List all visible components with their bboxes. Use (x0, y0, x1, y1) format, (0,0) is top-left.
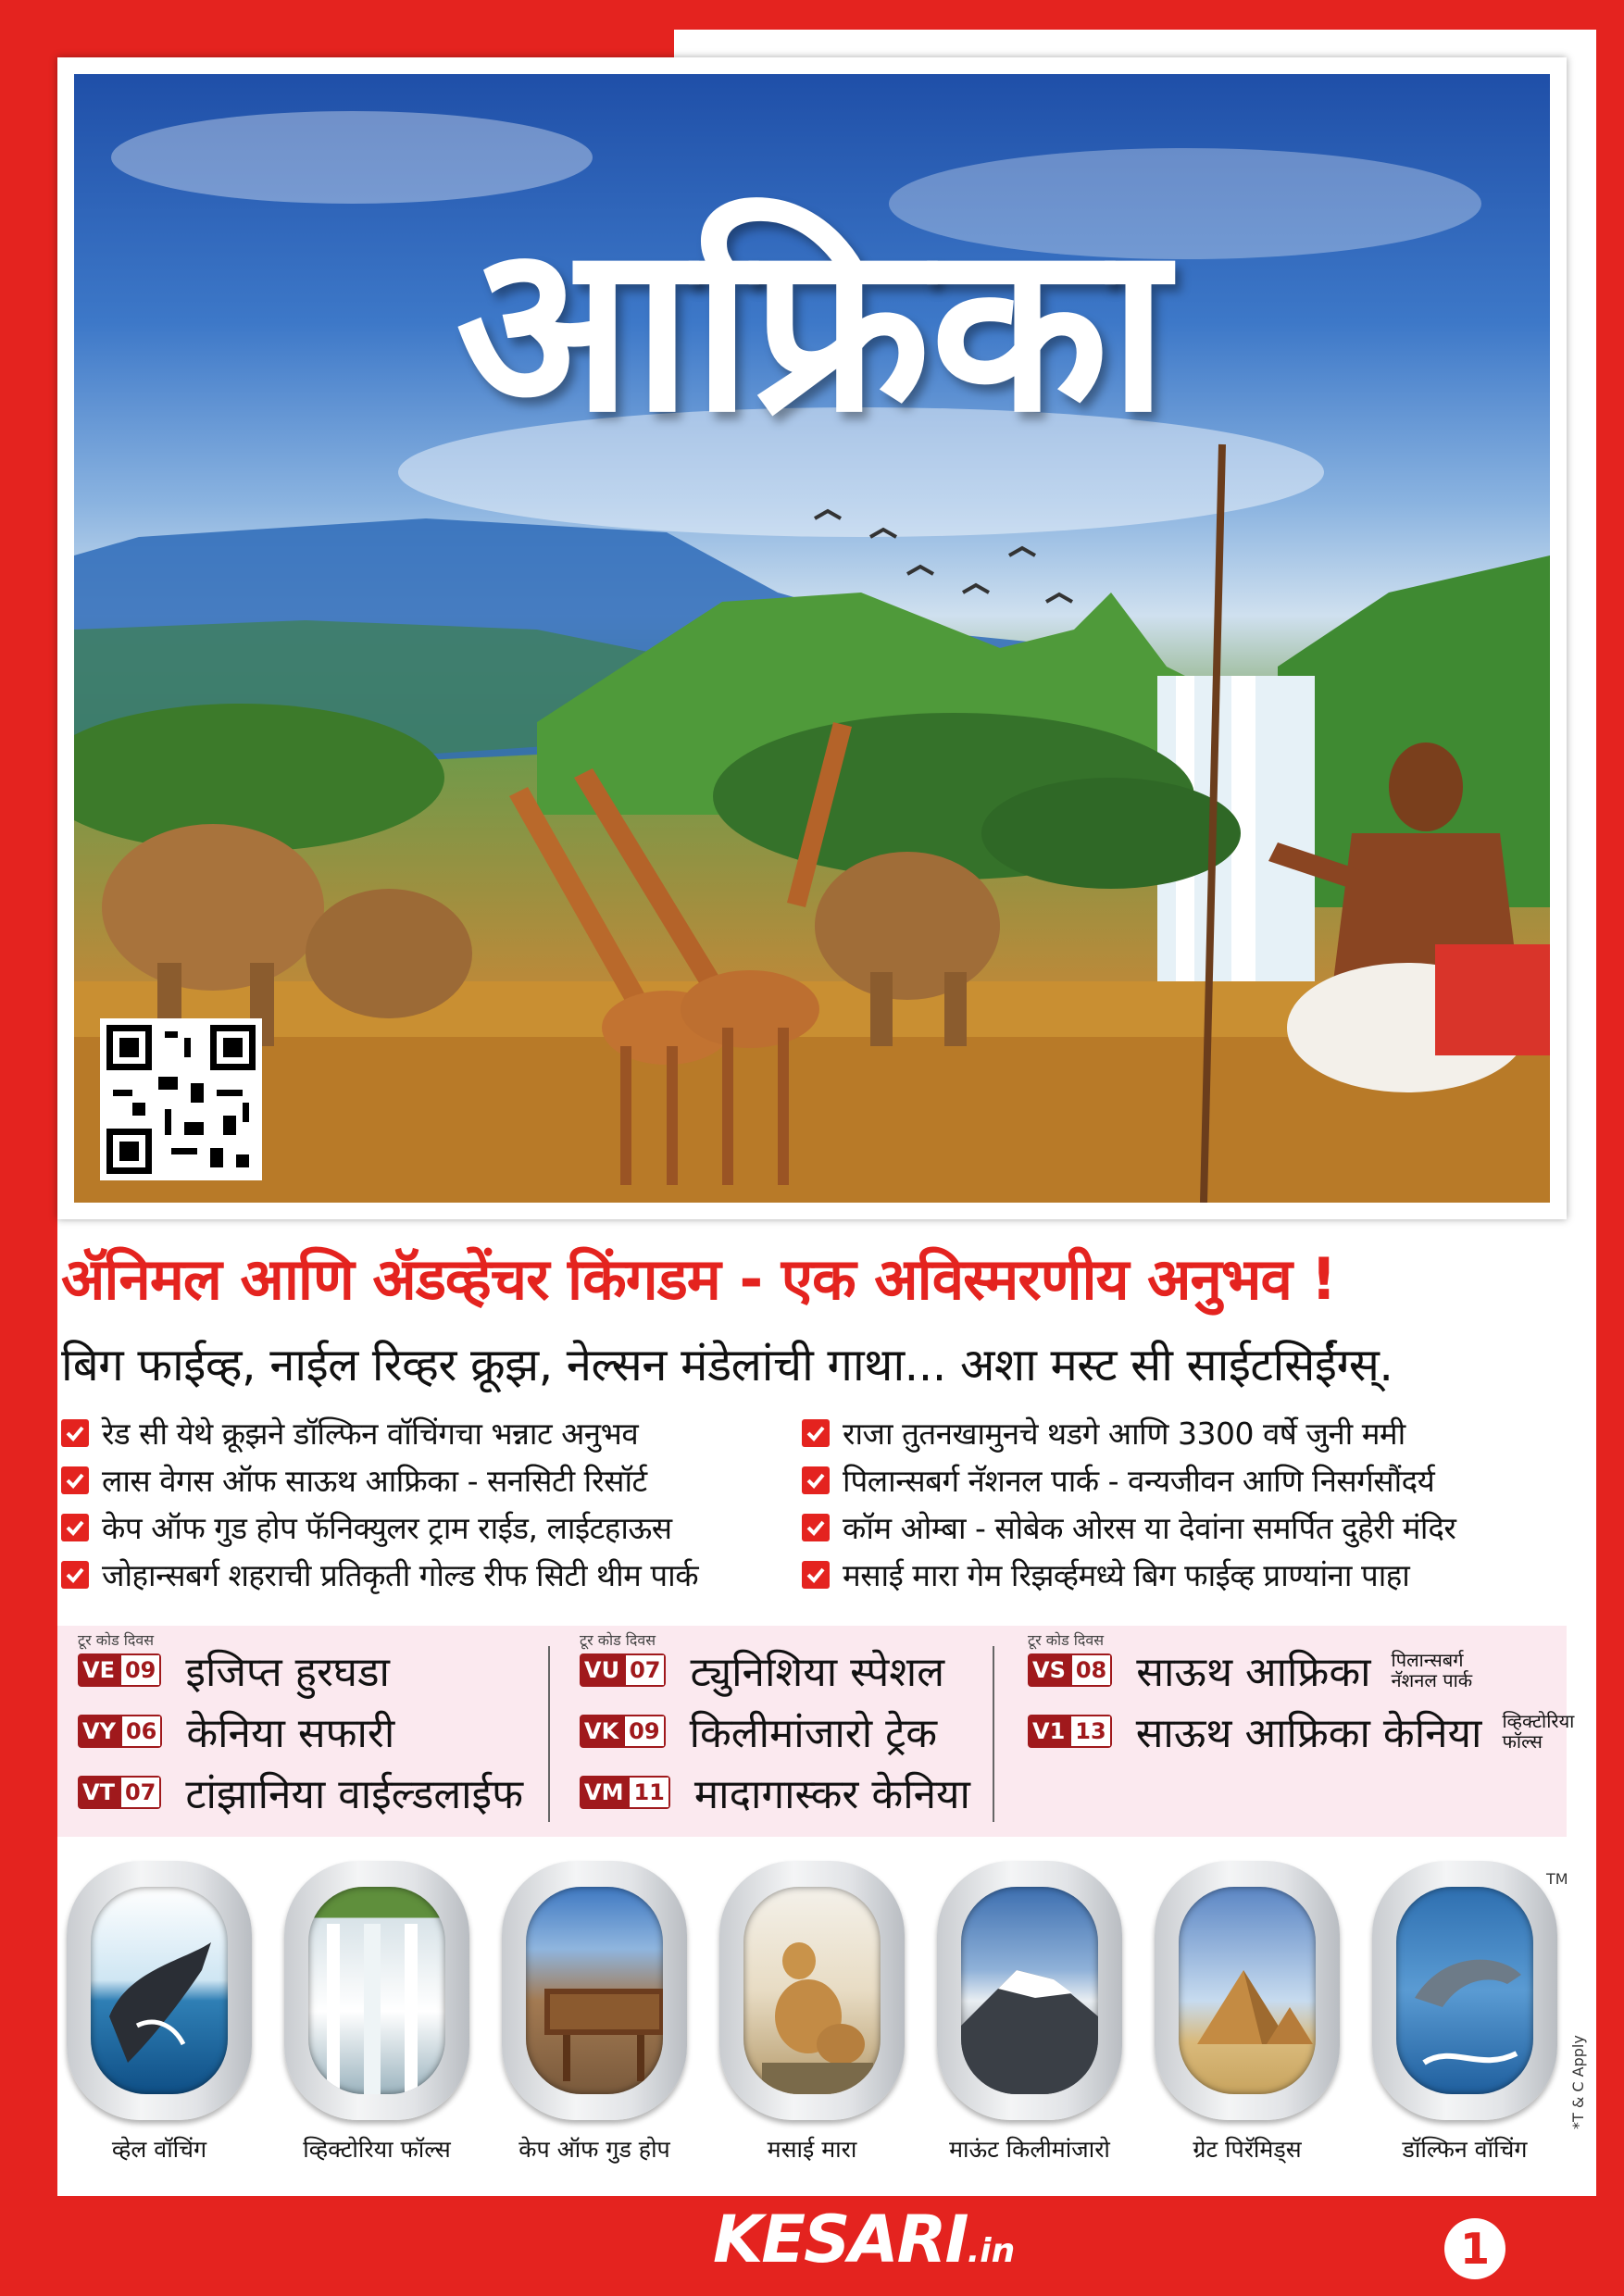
window-frame (67, 1861, 252, 2120)
window-great-pyramids[interactable] (1155, 1861, 1340, 2163)
tour-code-badge: VY 06 (78, 1715, 162, 1748)
checkmark-icon (802, 1419, 830, 1447)
highlight-item (61, 1504, 793, 1551)
qr-code-icon (100, 1018, 262, 1180)
hero-photo-frame (57, 57, 1567, 1219)
pyramid-icon (1179, 1887, 1316, 2094)
highlight-text: लास वेगस ऑफ साऊथ आफ्रिका - सनसिटी रिसॉर्ट (102, 1463, 647, 1499)
tour-code-badge: VM 11 (580, 1776, 670, 1809)
checkmark-icon (802, 1466, 830, 1494)
window-frame (937, 1861, 1122, 2120)
hero-title: आफ्रिका (456, 193, 1168, 463)
highlight-text: राजा तुतनखामुनचे थडगे आणि 3300 वर्षे जुनी ममी (843, 1416, 1405, 1452)
checkmark-icon (61, 1466, 89, 1494)
tour-row[interactable] (1028, 1703, 1613, 1759)
tour-row[interactable] (580, 1765, 970, 1820)
highlights-column-right (802, 1409, 1580, 1598)
tour-code-header: टूर कोड दिवस (580, 1631, 656, 1649)
waterfall-icon (308, 1887, 445, 2094)
window-frame (284, 1861, 469, 2120)
highlight-item (61, 1409, 793, 1456)
highlight-text: कॉम ओम्बा - सोबेक ओरस या देवांना समर्पित दुहेरी मंदिर (843, 1510, 1456, 1546)
window-label: ग्रेट पिरॅमिड्स (1193, 2136, 1302, 2163)
tour-row[interactable] (78, 1642, 390, 1698)
window-dolphin-watching[interactable] (1372, 1861, 1557, 2163)
checkmark-icon (61, 1561, 89, 1589)
tour-code-badge: VT 07 (78, 1776, 161, 1809)
red-frame-right (1596, 0, 1624, 2296)
tour-column-1 (70, 1626, 552, 1837)
tour-row[interactable] (580, 1703, 937, 1759)
window-label: व्हेल वॉचिंग (111, 2136, 207, 2163)
logo-wordmark: KESARI (713, 2202, 968, 2277)
highlight-item (802, 1409, 1580, 1456)
tour-column-3 (1020, 1626, 1575, 1837)
highlight-text: पिलान्सबर्ग नॅशनल पार्क - वन्यजीवन आणि निसर्गसौंदर्य (843, 1463, 1435, 1499)
window-mount-kilimanjaro[interactable] (937, 1861, 1122, 2163)
tour-code-badge: VE 09 (78, 1653, 161, 1687)
qr-code[interactable] (100, 1018, 262, 1180)
trademark-mark: TM (1546, 1870, 1568, 1888)
tour-code-header: टूर कोड दिवस (1028, 1631, 1105, 1649)
tour-column-2 (572, 1626, 1026, 1837)
tour-name: मादागास्कर केनिया (693, 1771, 970, 1818)
window-cape-of-good-hope[interactable] (502, 1861, 687, 2163)
highlight-item (61, 1456, 793, 1504)
window-label: केप ऑफ गुड होप (518, 2136, 670, 2163)
window-label: मसाई मारा (767, 2136, 857, 2163)
window-frame (1372, 1861, 1557, 2120)
tour-name: टांझानिया वाईल्डलाईफ (185, 1771, 524, 1818)
window-masai-mara[interactable] (719, 1861, 905, 2163)
red-frame-left (0, 0, 57, 2296)
tour-name: ट्युनिशिया स्पेशल (690, 1649, 945, 1696)
signboard-icon (526, 1887, 663, 2094)
tour-name: साऊथ आफ्रिका (1136, 1649, 1371, 1696)
red-frame-top-thin (674, 0, 1624, 30)
tour-row[interactable] (78, 1765, 523, 1820)
tour-row[interactable] (78, 1703, 394, 1759)
tour-name: साऊथ आफ्रिका केनिया (1135, 1710, 1482, 1757)
highlight-text: केप ऑफ गुड होप फॅनिक्युलर ट्राम राईड, लाईटहाऊस (102, 1510, 672, 1546)
tour-code-badge: V1 13 (1028, 1715, 1112, 1748)
tour-codes-panel (57, 1626, 1575, 1837)
highlight-text: रेड सी येथे क्रूझने डॉल्फिन वॉचिंगचा भन्नाट अनुभव (102, 1416, 639, 1452)
checkmark-icon (61, 1419, 89, 1447)
tour-name: किलीमांजारो ट्रेक (689, 1710, 938, 1757)
tour-note: व्हिक्टोरिया फॉल्स (1502, 1710, 1575, 1753)
checkmark-icon (61, 1514, 89, 1541)
cheetah-icon (743, 1887, 881, 2094)
whale-icon (91, 1887, 228, 2094)
hero-photo (74, 74, 1550, 1203)
kesari-logo[interactable] (713, 2202, 1015, 2294)
highlight-item (802, 1456, 1580, 1504)
highlight-item (61, 1551, 793, 1598)
logo-domain: .in (967, 2232, 1016, 2270)
destination-windows (57, 1861, 1567, 2194)
dolphin-icon (1396, 1887, 1533, 2094)
subheadline: बिग फाईव्ह, नाईल रिव्हर क्रूझ, नेल्सन मंडेलांची गाथा... अशा मस्ट सी साईटसिईंग्स्. (61, 1339, 1393, 1391)
tour-row[interactable] (1028, 1642, 1503, 1698)
page-number: 1 (1444, 2218, 1505, 2279)
terms-note: *T & C Apply (1569, 2035, 1587, 2129)
highlight-text: मसाई मारा गेम रिझर्व्हमध्ये बिग फाईव्ह प्राण्यांना पाहा (843, 1557, 1410, 1593)
tour-row[interactable] (580, 1642, 944, 1698)
tour-note: पिलान्सबर्ग नॅशनल पार्क (1391, 1649, 1473, 1691)
tour-code-badge: VU 07 (580, 1653, 666, 1687)
window-label: माऊंट किलीमांजारो (949, 2136, 1110, 2163)
checkmark-icon (802, 1514, 830, 1541)
highlight-item (802, 1551, 1580, 1598)
window-whale-watching[interactable] (67, 1861, 252, 2163)
tour-name: इजिप्त हुरघडा (185, 1649, 390, 1696)
window-frame (719, 1861, 905, 2120)
highlight-text: जोहान्सबर्ग शहराची प्रतिकृती गोल्ड रीफ सिटी थीम पार्क (102, 1557, 699, 1593)
tour-code-badge: VS 08 (1028, 1653, 1112, 1687)
highlights-column-left (61, 1409, 793, 1598)
highlight-item (802, 1504, 1580, 1551)
headline: ॲनिमल आणि ॲडव्हेंचर किंगडम - एक अविस्मरणीय अनुभव ! (61, 1245, 1336, 1313)
tour-name: केनिया सफारी (186, 1710, 395, 1757)
tour-code-badge: VK 09 (580, 1715, 666, 1748)
tour-code-header: टूर कोड दिवस (78, 1631, 155, 1649)
mountain-icon (961, 1887, 1098, 2094)
window-frame (1155, 1861, 1340, 2120)
checkmark-icon (802, 1561, 830, 1589)
window-frame (502, 1861, 687, 2120)
window-label: व्हिक्टोरिया फॉल्स (303, 2136, 451, 2163)
window-victoria-falls[interactable] (284, 1861, 469, 2163)
red-frame-top (0, 0, 674, 57)
window-label: डॉल्फिन वॉचिंग (1402, 2136, 1528, 2163)
